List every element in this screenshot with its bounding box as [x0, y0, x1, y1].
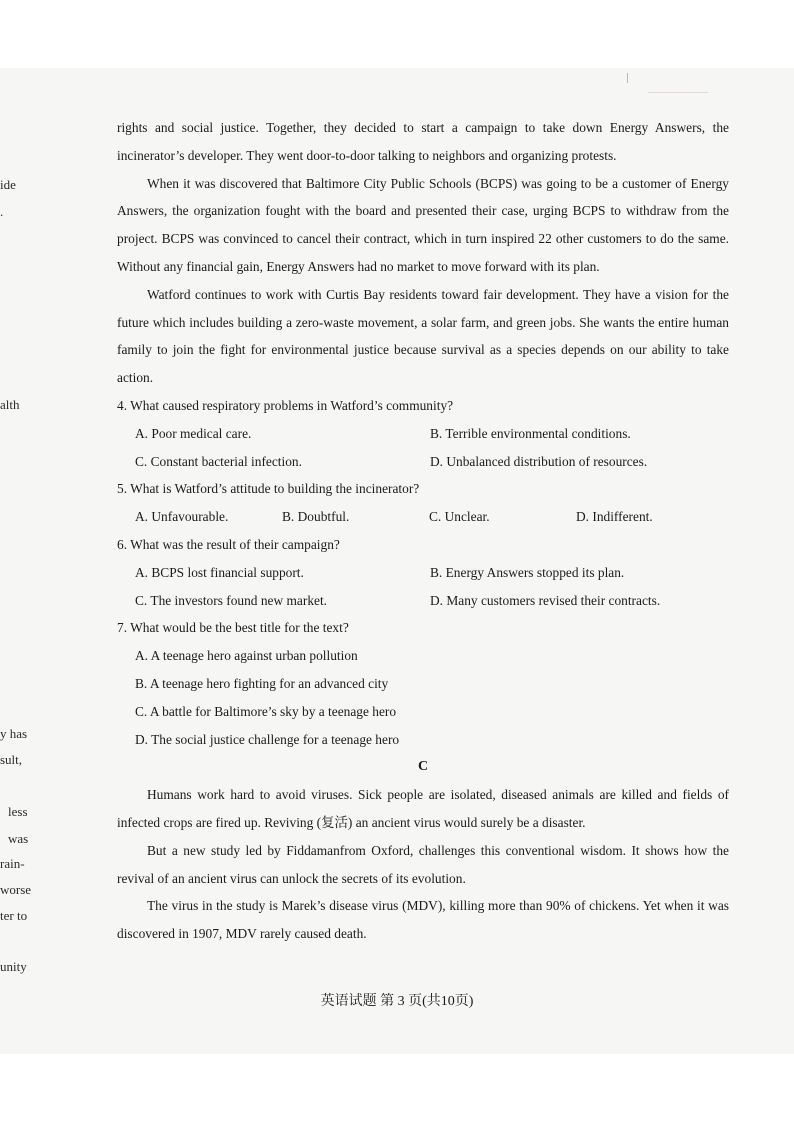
margin-fragment: worse [0, 882, 32, 897]
passage-paragraph: Humans work hard to avoid viruses. Sick people are isolated, diseased animals are killed and fields of infected crops are fired up. Reviving (复活) an ancient virus would surely be a disaster. [117, 787, 729, 830]
option-d: D. Unbalanced distribution of resources. [430, 453, 648, 469]
question-4 [117, 392, 729, 475]
option-a: A. Poor medical care. [135, 425, 252, 441]
option-row [117, 587, 729, 615]
option-c: C. A battle for Baltimore’s sky by a teenage hero [135, 703, 397, 719]
passage-paragraph: But a new study led by Fiddamanfrom Oxford, challenges this conventional wisdom. It shows how the revival of an ancient virus can unlock the secrets of its evolution. [117, 842, 729, 886]
option-row [117, 503, 729, 531]
section-heading: C [417, 759, 429, 775]
main-column [117, 114, 729, 948]
option-a: A. A teenage hero against urban pollution [135, 648, 358, 664]
option-row [117, 420, 729, 448]
option-c: C. Constant bacterial infection. [135, 453, 302, 469]
question-6 [117, 531, 729, 614]
option-b: B. Energy Answers stopped its plan. [430, 564, 625, 580]
margin-fragment: y has [0, 726, 28, 741]
option-b: B. Terrible environmental conditions. [430, 425, 631, 441]
margin-fragment: . [0, 204, 4, 219]
page-footer: 英语试题 第 3 页(共10页) [320, 994, 474, 1009]
scan-artifact [627, 73, 628, 83]
question-7 [117, 614, 729, 753]
question-stem: 7. What would be the best title for the text? [117, 620, 349, 636]
option-c: C. Unclear. [429, 509, 490, 525]
option-a: A. Unfavourable. [135, 509, 229, 525]
option-row [117, 559, 729, 587]
margin-fragment: ide [0, 177, 16, 192]
option-d: D. Indifferent. [576, 509, 653, 525]
passage-paragraph: Watford continues to work with Curtis Bay residents toward fair development. They have a vision for the future which includes building a zero-waste movement, a solar farm, and green jobs. She wants the entire human family to join the fight for environmental justice because survival as a species depends on our ability to take action. [117, 286, 729, 386]
question-stem: 4. What caused respiratory problems in Watford’s community? [117, 397, 454, 413]
question-stem: 5. What is Watford’s attitude to building the incinerator? [117, 481, 420, 497]
margin-fragment: less [8, 804, 28, 819]
margin-fragment: ter to [0, 908, 28, 923]
margin-fragment: was [8, 831, 29, 846]
passage-paragraph: The virus in the study is Marek’s disease virus (MDV), killing more than 90% of chickens. Yet when it was discovered in 1907, MDV rarely caused death. [117, 898, 729, 942]
option-row [117, 448, 729, 476]
option-d: D. The social justice challenge for a teenage hero [135, 731, 400, 747]
option-b: B. A teenage hero fighting for an advanced city [135, 675, 389, 691]
option-c: C. The investors found new market. [135, 592, 328, 608]
margin-fragment: unity [0, 959, 27, 974]
scan-artifact-streak [648, 92, 708, 93]
question-stem: 6. What was the result of their campaign? [117, 536, 340, 552]
option-a: A. BCPS lost financial support. [135, 564, 304, 580]
passage-paragraph: rights and social justice. Together, they decided to start a campaign to take down Energy Answers, the incinerator’s developer. They went door-to-door talking to neighbors and organizing protests. [117, 120, 729, 163]
passage-paragraph: When it was discovered that Baltimore City Public Schools (BCPS) was going to be a customer of Energy Answers, the organization fought with the board and presented their case, urging BCPS to withdraw from the project. BCPS was convinced to cancel their contract, which in turn inspired 22 other customers to do the same. Without any financial gain, Energy Answers had no market to move forward with its plan. [117, 175, 729, 274]
option-b: B. Doubtful. [282, 509, 350, 525]
margin-fragment: alth [0, 397, 20, 412]
margin-fragment: sult, [0, 752, 23, 767]
option-d: D. Many customers revised their contracts. [430, 592, 661, 608]
margin-fragment: rain- [0, 856, 25, 871]
question-5 [117, 475, 729, 531]
